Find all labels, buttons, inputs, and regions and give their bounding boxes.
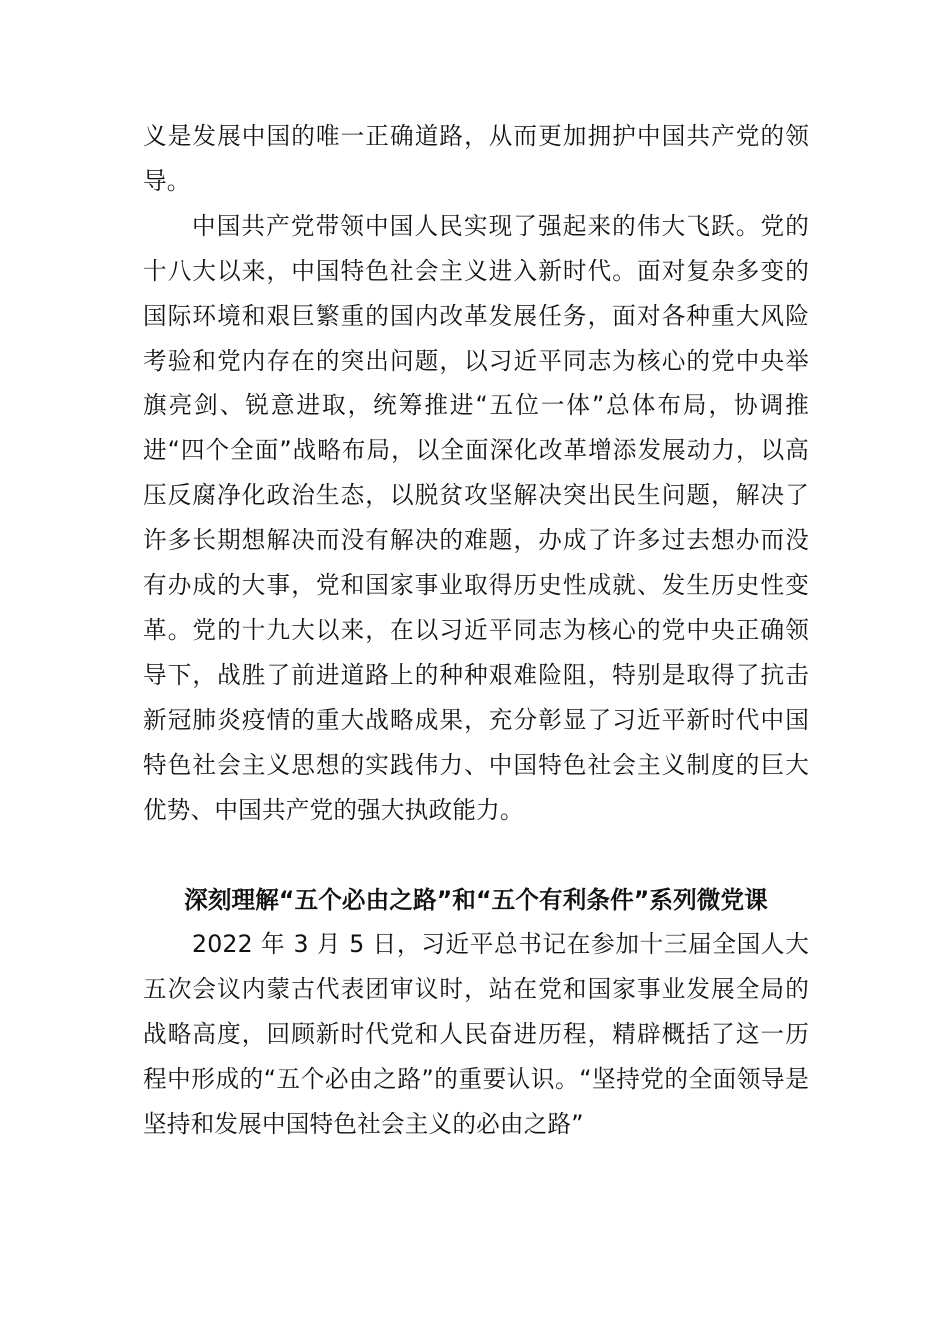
heading-part-2: 五个必由之路 — [294, 885, 437, 914]
heading-part-3: 和 — [452, 885, 476, 914]
heading-part-4: 五个有利条件 — [491, 885, 634, 914]
heading-part-5: 系列微党课 — [649, 885, 768, 914]
heading-quote-open-1: “ — [278, 885, 295, 914]
heading-quote-open-2: “ — [476, 885, 492, 914]
heading-quote-close-2: ” — [633, 885, 650, 914]
document-body — [143, 114, 809, 1147]
heading-part-1: 深刻理解 — [184, 885, 279, 914]
section-heading — [143, 878, 809, 923]
paragraph-continued: 义是发展中国的唯一正确道路，从而更加拥护中国共产党的领导。 — [143, 122, 809, 195]
paragraph-five-paths: 2022 年 3 月 5 日，习近平总书记在参加十三届全国人大五次会议内蒙古代表团审议时，站在党和国家事业发展全局的战略高度，回顾新时代党和人民奋进历程，精辟概括了这一历程中形成的“五个必由之路”的重要认识。“坚持党的全面领导是坚持和发展中国特色社会主义的必由之路” — [143, 930, 809, 1139]
heading-quote-close-1: ” — [436, 885, 453, 914]
paragraph-strong-leap: 中国共产党带领中国人民实现了强起来的伟大飞跃。党的十八大以来，中国特色社会主义进入新时代。面对复杂多变的国际环境和艰巨繁重的国内改革发展任务，面对各种重大风险考验和党内存在的突出问题，以习近平同志为核心的党中央举旗亮剑、锐意进取，统筹推进“五位一体”总体布局，协调推进“四个全面”战略布局，以全面深化改革增添发展动力，以高压反腐净化政治生态，以脱贫攻坚解决突出民生问题，解决了许多长期想解决而没有解决的难题，办成了许多过去想办而没有办成的大事，党和国家事业取得历史性成就、发生历史性变革。党的十九大以来，在以习近平同志为核心的党中央正确领导下，战胜了前进道路上的种种艰难险阻，特别是取得了抗击新冠肺炎疫情的重大战略成果，充分彰显了习近平新时代中国特色社会主义思想的实践伟力、中国特色社会主义制度的巨大优势、中国共产党的强大执政能力。 — [143, 211, 809, 824]
